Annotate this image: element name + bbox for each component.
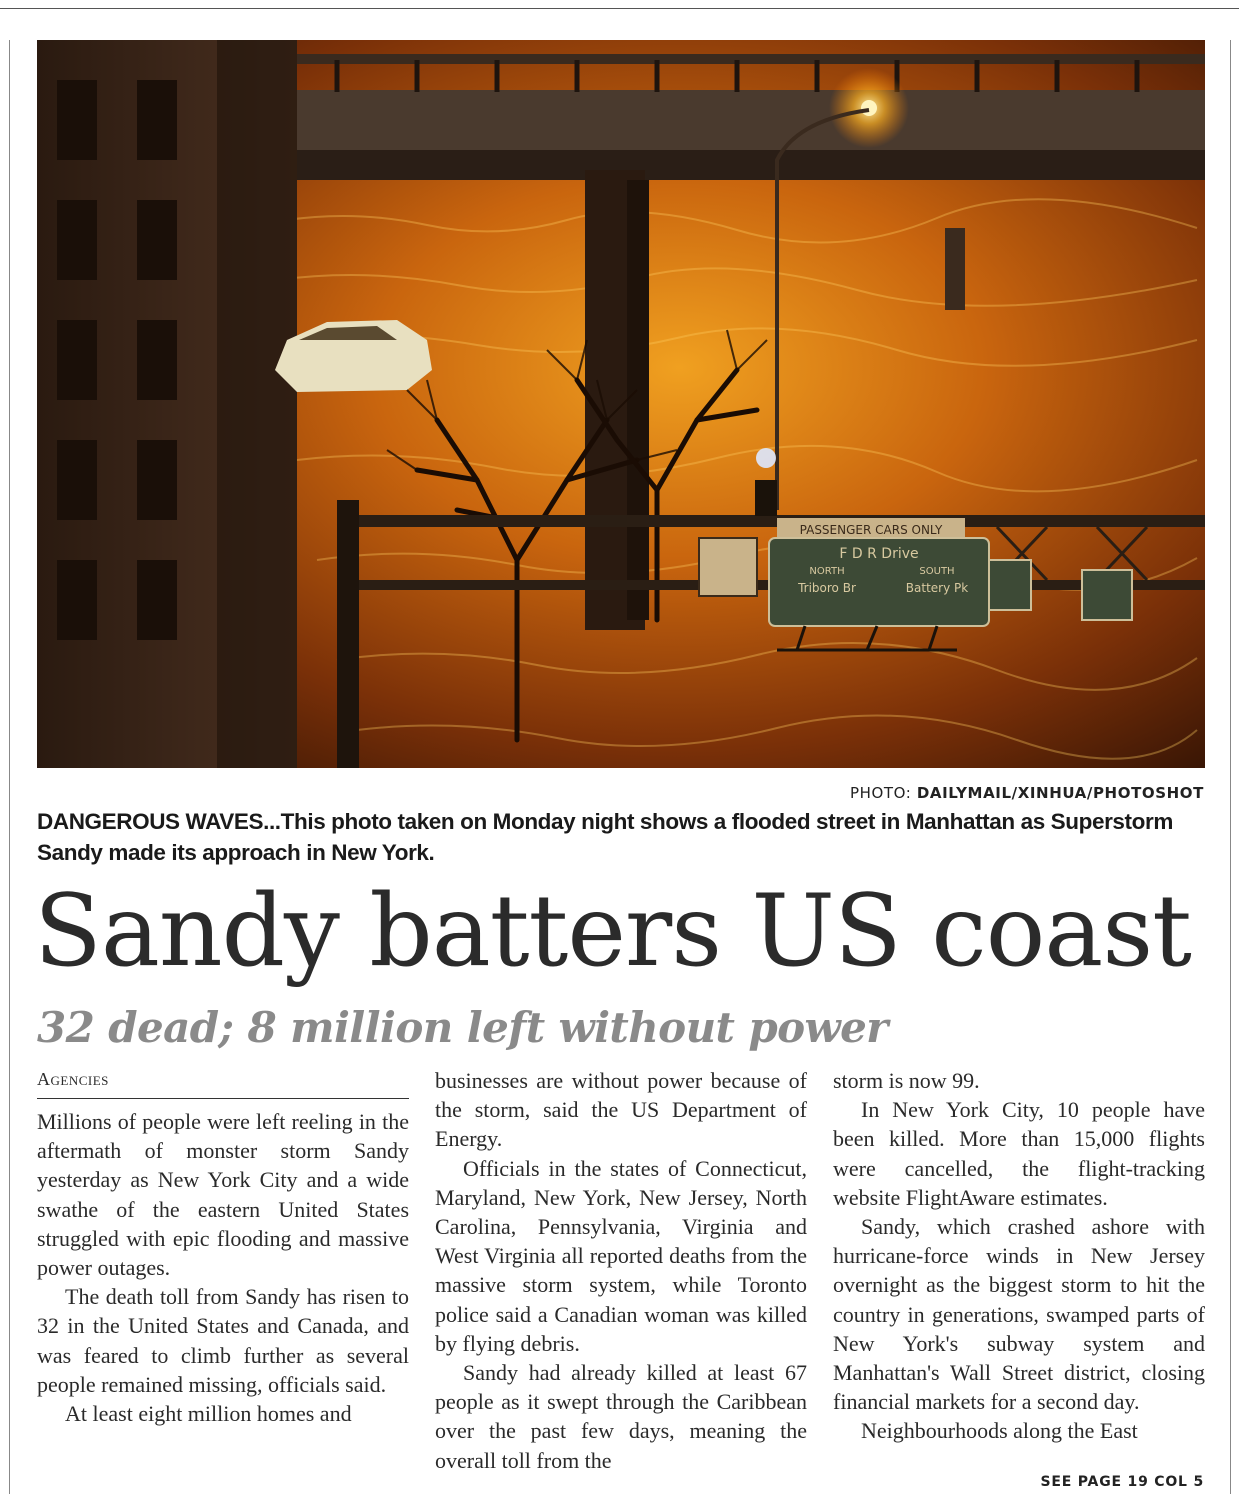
photo-credit-source: DAILYMAIL/XINHUA/PHOTOSHOT xyxy=(916,784,1204,802)
paragraph: Sandy had already killed at least 67 people as it swept through the Caribbean over the past few days, meaning the overall toll from the xyxy=(435,1360,807,1473)
paragraph: The death toll from Sandy has risen to 32 in the United States and Canada, and was feared to climb further as several people remained missing, officials said. xyxy=(37,1284,409,1397)
right-column-rule xyxy=(1230,40,1231,1494)
sign-triboro: Triboro Br xyxy=(798,581,856,595)
sign-passenger-cars-only: PASSENGER CARS ONLY xyxy=(799,523,943,537)
photo-caption: DANGEROUS WAVES...This photo taken on Monday night shows a flooded street in Manhattan as Superstorm Sandy made its approach in New York. xyxy=(37,809,1173,865)
photo-credit xyxy=(850,784,1204,802)
article-column-3 xyxy=(833,1066,1205,1446)
flood-photo xyxy=(37,40,1205,768)
paragraph: businesses are without power because of the storm, said the US Department of Energy. xyxy=(435,1068,807,1152)
article-column-2 xyxy=(435,1066,807,1475)
paragraph: Sandy, which crashed ashore with hurricane-force winds in New Jersey overnight as the biggest storm to hit the country in generations, swamped parts of New York's subway system and Manhattan's Wall Street district, closing financial markets for a second day. xyxy=(833,1214,1205,1415)
paragraph: In New York City, 10 people have been killed. More than 15,000 flights were cancelled, the flight-tracking website FlightAware estimates. xyxy=(833,1097,1205,1210)
paragraph: storm is now 99. xyxy=(833,1068,980,1093)
subheadline: 32 dead; 8 million left without power xyxy=(37,1003,888,1052)
byline: Agencies xyxy=(37,1066,409,1099)
headline: Sandy batters US coast xyxy=(34,874,1191,989)
sign-fdr-drive: F D R Drive xyxy=(839,546,919,562)
paragraph: Officials in the states of Connecticut, Maryland, New York, New Jersey, North Carolina, Pennsylvania, Virginia and West Virginia all reported deaths from the massive storm system, while Toronto police said a Canadian woman was killed by flying debris. xyxy=(435,1155,807,1356)
photo-credit-label: PHOTO: xyxy=(849,784,912,802)
paragraph: Millions of people were left reeling in the aftermath of monster storm Sandy yesterday as New York City and a wide swathe of the eastern United States struggled with epic flooding and massive power outages. xyxy=(37,1109,409,1281)
jump-line: SEE PAGE 19 COL 5 xyxy=(1040,1474,1204,1490)
left-column-rule xyxy=(9,40,10,1494)
sign-battery: Battery Pk xyxy=(905,581,969,595)
article-column-1 xyxy=(37,1066,409,1428)
sign-north: NORTH xyxy=(809,566,845,577)
top-rule xyxy=(0,8,1239,9)
paragraph: At least eight million homes and xyxy=(65,1401,352,1427)
paragraph: Neighbourhoods along the East xyxy=(861,1418,1138,1444)
sign-south: SOUTH xyxy=(919,566,955,577)
